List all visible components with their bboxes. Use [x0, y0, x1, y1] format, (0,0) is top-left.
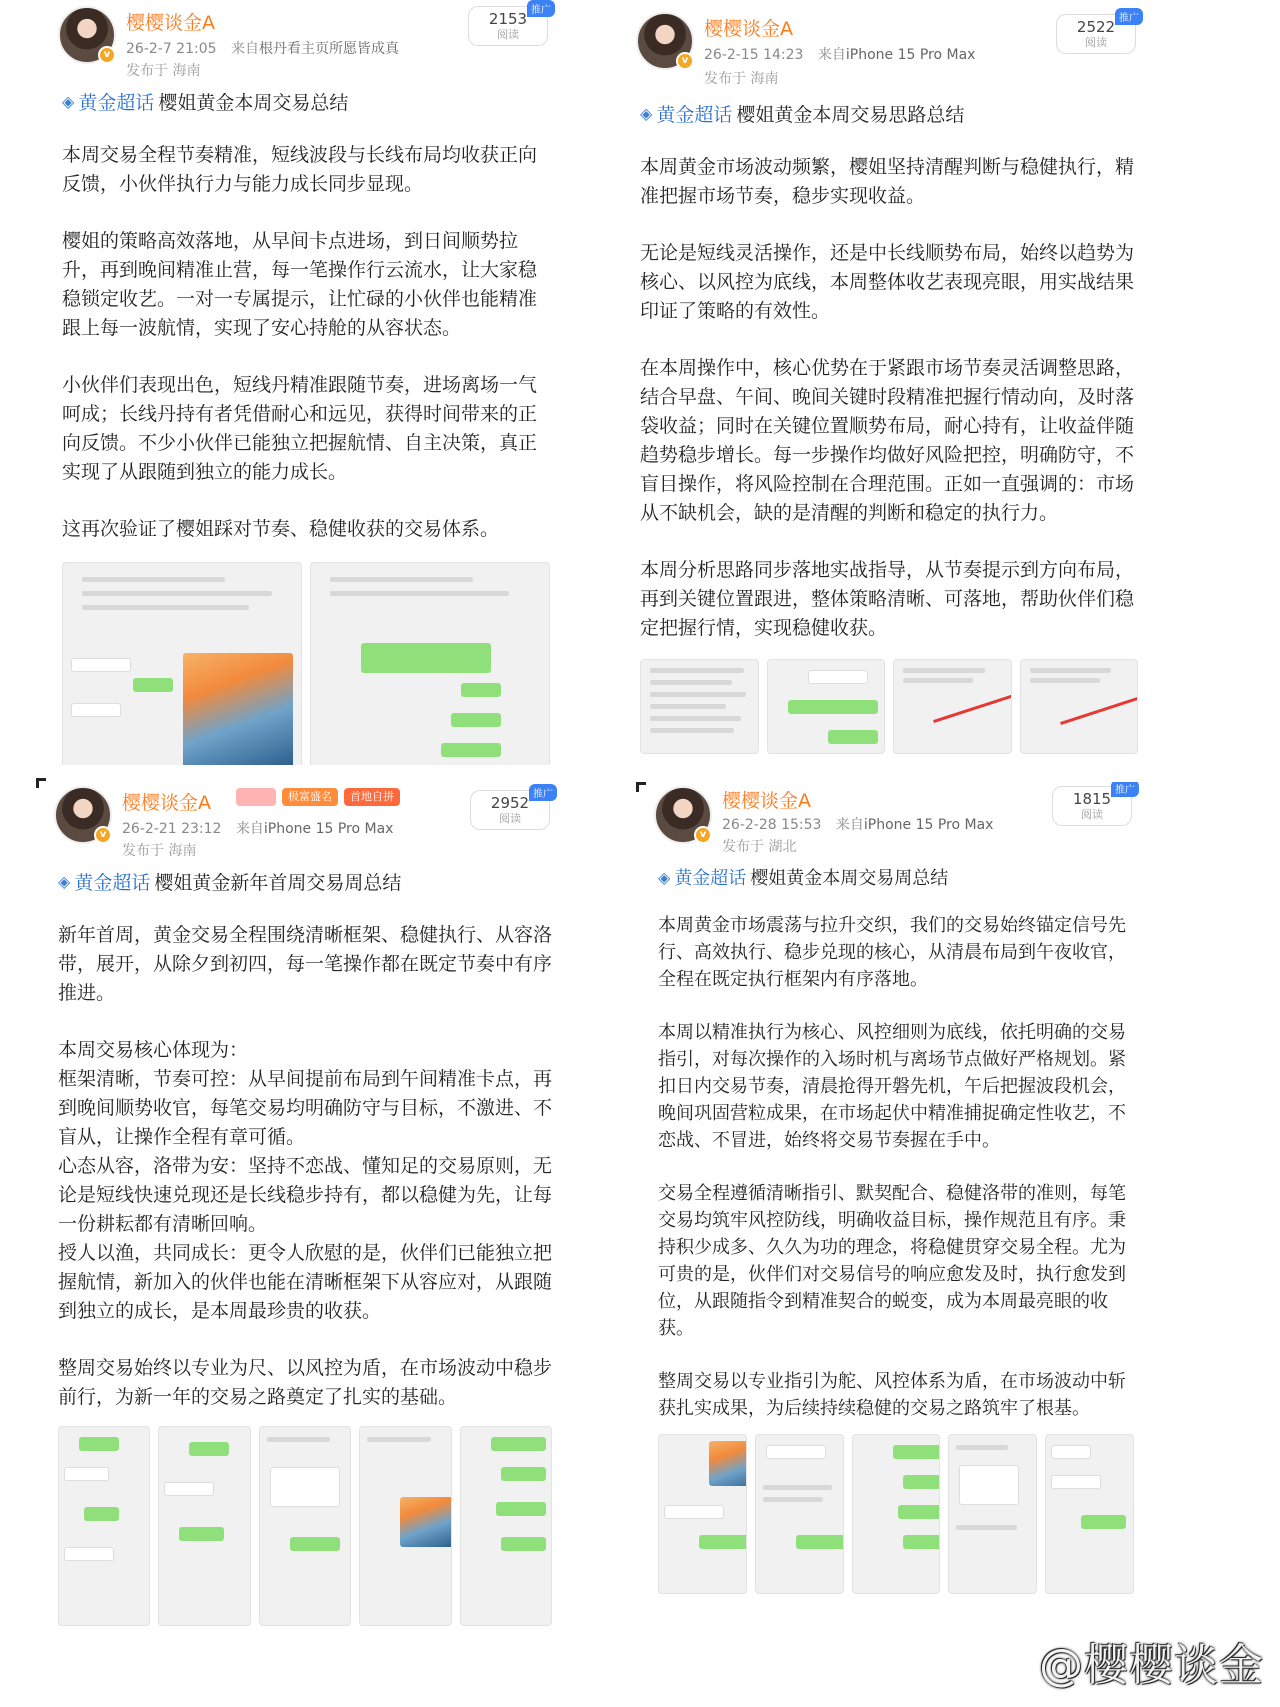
price-chart-line — [933, 692, 1011, 723]
post-paragraph: 在本周操作中，核心优势在于紧跟市场节奏灵活调整思路，结合早盘、午间、晚间关键时段精准把握行情动向，及时落袋收益；同时在关键位置顺势布局，耐心持有，让收益伴随趋势稳步增长。每一步操作均做好风险把控，明确防守，不盲目操作，将风险控制在合理范围。正如一直强调的：市场从不缺机会，缺的是清醒的判断和稳定的执行力。 — [640, 357, 1135, 524]
post-source[interactable]: iPhone 15 Pro Max — [863, 817, 994, 833]
promo-badge: 推广 — [527, 0, 555, 17]
fame-badge: 极富盛名 — [282, 788, 338, 806]
weibo-watermark: @樱樱谈金 — [1039, 1640, 1264, 1691]
topic-title: 樱姐黄金本周交易总结 — [158, 92, 349, 114]
topic-line — [640, 100, 1158, 127]
post-header — [618, 0, 1158, 100]
post-header — [636, 782, 1154, 864]
post-source[interactable]: iPhone 15 Pro Max — [845, 47, 976, 63]
read-count-badge — [1056, 13, 1139, 54]
sunset-photo — [709, 1441, 747, 1486]
image-thumbnail[interactable] — [460, 1426, 552, 1626]
post-time: 26-2-21 23:12 — [122, 821, 222, 837]
promo-badge: 推广 — [529, 784, 557, 801]
verified-icon: v — [98, 46, 116, 64]
image-thumbnail[interactable] — [893, 659, 1012, 754]
post-paragraph: 无论是短线灵活操作，还是中长线顺势布局，始终以趋势为核心、以风控为底线，本周整体收艺表现亮眼，用实战结果印证了策略的有效性。 — [640, 242, 1135, 322]
image-thumbnail[interactable] — [310, 562, 550, 765]
verified-icon: v — [676, 52, 694, 70]
user-badges — [236, 788, 400, 806]
post-card-2 — [618, 0, 1158, 790]
topic-title: 樱姐黄金本周交易周总结 — [750, 868, 949, 889]
post-time: 26-2-7 21:05 — [126, 41, 217, 57]
post-time: 26-2-15 14:23 — [704, 47, 804, 63]
source-prefix: 来自 — [235, 821, 264, 837]
username[interactable]: 樱樱谈金A — [722, 790, 811, 812]
topic-line — [58, 868, 572, 895]
post-location: 发布于 湖北 — [722, 839, 797, 855]
avatar[interactable] — [636, 12, 694, 70]
topic-diamond-icon: ◈ — [640, 104, 653, 123]
read-label: 阅读 — [1085, 36, 1107, 49]
image-thumbnail[interactable] — [359, 1426, 451, 1626]
post-source[interactable]: iPhone 15 Pro Max — [263, 821, 394, 837]
post-meta — [704, 44, 975, 64]
read-label: 阅读 — [499, 812, 521, 825]
post-card-3 — [36, 778, 572, 1707]
topic-diamond-icon: ◈ — [62, 92, 75, 111]
image-thumbnail[interactable] — [158, 1426, 250, 1626]
topic-tag-link[interactable]: 黄金超话 — [674, 868, 747, 889]
read-count-badge — [468, 5, 551, 46]
promo-badge: 推广 — [1115, 8, 1143, 25]
post-paragraph: 交易全程遵循清晰指引、默契配合、稳健洛带的准则，每笔交易均筑牢风控防线，明确收益目标，操作规范且有序。秉持积少成多、久久为功的理念，将稳健贯穿交易全程。尤为可贵的是，伙伴们对交易信号的响应愈发及时，执行愈发到位，从跟随指令到精准契合的蜕变，成为本周最亮眼的收获。 — [658, 1183, 1126, 1339]
post-time: 26-2-28 15:53 — [722, 817, 822, 833]
topic-tag-link[interactable]: 黄金超话 — [78, 92, 155, 114]
username[interactable]: 樱樱谈金A — [126, 12, 215, 34]
topic-line — [658, 864, 1154, 890]
read-count: 1815 — [1072, 790, 1112, 808]
post-meta — [722, 814, 993, 834]
source-prefix: 来自 — [230, 41, 259, 57]
image-grid — [658, 1434, 1134, 1594]
avatar[interactable] — [654, 786, 712, 844]
topic-diamond-icon: ◈ — [658, 867, 671, 887]
verified-icon: v — [694, 826, 712, 844]
topic-tag-link[interactable]: 黄金超话 — [656, 104, 733, 126]
topic-line — [62, 88, 570, 115]
topic-tag-link[interactable]: 黄金超话 — [74, 872, 151, 894]
post-paragraph: 整周交易以专业指引为舵、风控体系为盾，在市场波动中斩获扎实成果，为后续持续稳健的交易之路筑牢了根基。 — [658, 1371, 1126, 1419]
post-paragraph: 本周分析思路同步落地实战指导，从节奏提示到方向布局，再到关键位置跟进，整体策略清晰、可落地，帮助伙伴们稳定把握行情，实现稳健收获。 — [640, 559, 1135, 639]
topic-diamond-icon: ◈ — [58, 872, 71, 891]
post-location: 发布于 海南 — [126, 63, 201, 79]
read-label: 阅读 — [1081, 808, 1103, 821]
image-grid — [62, 562, 550, 765]
verified-icon: v — [94, 826, 112, 844]
post-meta — [122, 818, 393, 838]
post-card-4 — [636, 782, 1154, 1707]
image-thumbnail[interactable] — [767, 659, 886, 754]
topic-title: 樱姐黄金新年首周交易周总结 — [154, 872, 402, 894]
post-paragraph: 本周以精准执行为核心、风控细则为底线，依托明确的交易指引，对每次操作的入场时机与离场节点做好严格规划。紧扣日内交易节奏，清晨抢得开磐先机，午后把握波段机会，晚间巩固营粒成果，在市场起伏中精准捕捉确定性收艺，不恋战、不冒进，始终将交易节奏握在手中。 — [658, 1022, 1126, 1151]
avatar[interactable] — [58, 6, 116, 64]
avatar[interactable] — [54, 786, 112, 844]
image-thumbnail[interactable] — [852, 1434, 941, 1594]
post-header — [40, 0, 570, 88]
local-badge: 首地自拼 — [344, 788, 400, 806]
read-count: 2153 — [488, 10, 528, 28]
image-thumbnail[interactable] — [755, 1434, 844, 1594]
post-paragraph: 小伙伴们表现出色，短线丹精准跟随节奏，进场离场一气呵成；长线丹持有者凭借耐心和远见，获得时间带来的正向反馈。不少小伙伴已能独立把握航情、自主决策，真正实现了从跟随到独立的能力成长。 — [62, 374, 538, 483]
post-header — [36, 778, 572, 868]
promo-badge: 推广 — [1111, 782, 1139, 797]
source-prefix: 来自 — [835, 817, 864, 833]
username[interactable]: 樱樱谈金A — [704, 18, 793, 40]
image-grid — [58, 1426, 552, 1626]
image-thumbnail[interactable] — [640, 659, 759, 754]
image-thumbnail[interactable] — [259, 1426, 351, 1626]
image-thumbnail[interactable] — [658, 1434, 747, 1594]
image-thumbnail[interactable] — [62, 562, 302, 765]
read-count: 2522 — [1076, 18, 1116, 36]
image-thumbnail[interactable] — [58, 1426, 150, 1626]
post-paragraph: 新年首周，黄金交易全程围绕清晰框架、稳健执行、从容洛带，展开，从除夕到初四，每一笔操作都在既定节奏中有序推进。 — [58, 924, 553, 1004]
image-thumbnail[interactable] — [948, 1434, 1037, 1594]
image-thumbnail[interactable] — [1020, 659, 1139, 754]
level-badge — [236, 788, 276, 806]
post-source[interactable]: 根丹看主页所愿皆成真 — [258, 41, 399, 57]
sunset-photo — [183, 653, 293, 765]
post-location: 发布于 海南 — [122, 843, 197, 859]
username[interactable]: 樱樱谈金A — [122, 792, 211, 814]
post-paragraph: 这再次验证了樱姐踩对节奏、稳健收获的交易体系。 — [62, 518, 500, 540]
post-paragraph: 樱姐的策略高效落地，从早间卡点进场，到日间顺势拉升，再到晚间精准止营，每一笔操作行云流水，让大家稳稳锁定收艺。一对一专属提示，让忙碌的小伙伴也能精准跟上每一波航情，实现了安心持舱的从容状态。 — [62, 230, 538, 339]
post-paragraph: 本周交易全程节奏精准，短线波段与长线布局均收获正向反馈，小伙伴执行力与能力成长同步显现。 — [62, 144, 538, 195]
read-label: 阅读 — [497, 28, 519, 41]
read-count-badge — [470, 789, 553, 830]
image-grid — [640, 659, 1138, 754]
post-card-1 — [40, 0, 570, 765]
post-meta — [126, 38, 399, 58]
post-location: 发布于 海南 — [704, 71, 779, 87]
source-prefix: 来自 — [817, 47, 846, 63]
image-thumbnail[interactable] — [1045, 1434, 1134, 1594]
post-paragraph: 整周交易始终以专业为尺、以风控为盾，在市场波动中稳步前行，为新一年的交易之路奠定了扎实的基础。 — [58, 1357, 553, 1408]
read-count: 2952 — [490, 794, 530, 812]
post-paragraph: 本周交易核心体现为： 框架清晰，节奏可控：从早间提前布局到午间精准卡点，再到晚间顺势收官，每笔交易均明确防守与目标，不激进、不盲从，让操作全程有章可循。 心态从容，洛带为安：坚持不恋战、懂知足的交易原则，无论是短线快速兑现还是长线稳步持有，都以稳健为先，让每一份耕耘都有清晰回响。 授人以渔，共同成长：更令人欣慰的是，伙伴们已能独立把握航情，新加入的伙伴也能在清晰框架下从容应对，从跟随到独立的成长，是本周最珍贵的收获。 — [58, 1039, 553, 1322]
post-paragraph: 本周黄金市场波动频繁，樱姐坚持清醒判断与稳健执行，精准把握市场节奏，稳步实现收益。 — [640, 156, 1135, 207]
post-paragraph: 本周黄金市场震荡与拉升交织，我们的交易始终锚定信号先行、高效执行、稳步兑现的核心，从清晨布局到午夜收官，全程在既定执行框架内有序落地。 — [658, 915, 1126, 990]
sunset-photo — [400, 1497, 451, 1547]
price-chart-line — [1060, 694, 1138, 725]
read-count-badge — [1052, 785, 1135, 826]
topic-title: 樱姐黄金本周交易思路总结 — [736, 104, 965, 126]
